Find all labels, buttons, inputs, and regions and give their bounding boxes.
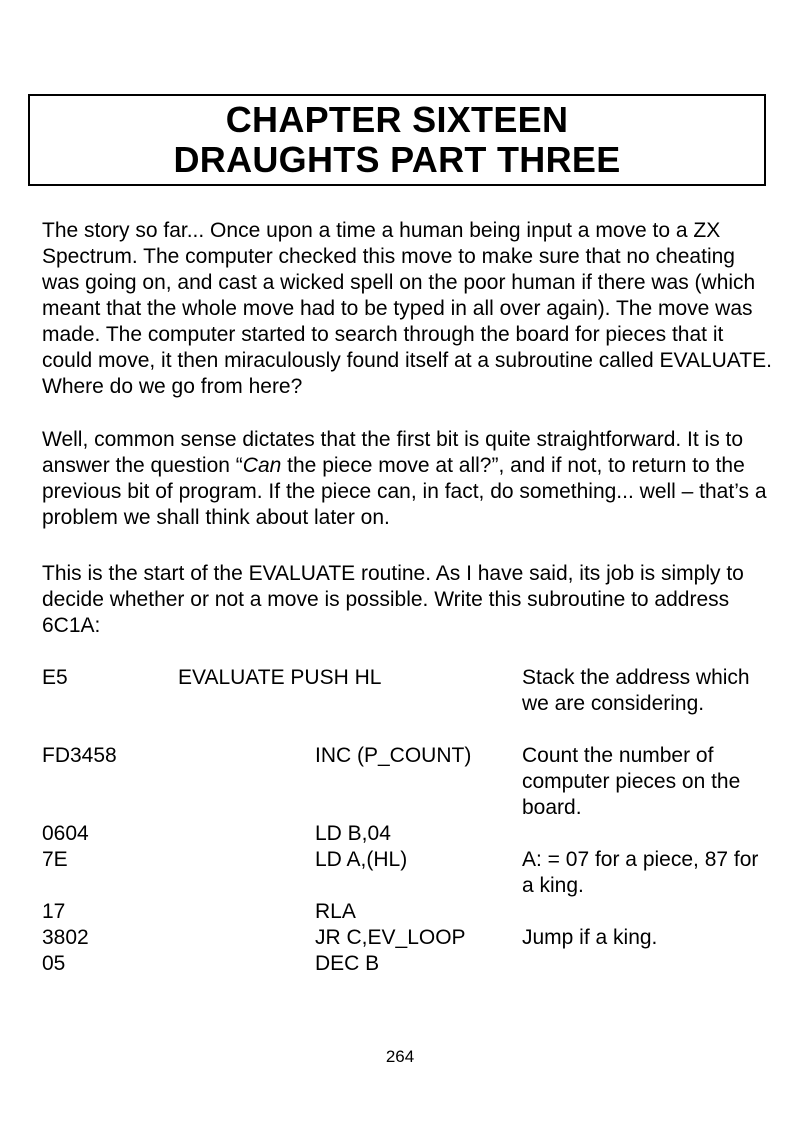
listing-hex: 3802 bbox=[42, 926, 89, 949]
listing-instruction: JR C,EV_LOOP bbox=[315, 926, 466, 949]
listing-hex: 17 bbox=[42, 900, 66, 923]
listing-instruction: DEC B bbox=[315, 952, 380, 975]
intro-paragraph: The story so far... Once upon a time a human being input a move to a ZX Spectrum. The computer checked this move to make sure that no cheating was going on, and cast a wicked spell on the poor human if there was (which meant that the whole move had to be typed in all over again). The move was made. The computer started to search through the board for pieces that it could move, it then miraculously found itself at a subroutine called EVALUATE. Where do we go from here? bbox=[42, 219, 772, 398]
listing-label: EVALUATE PUSH HL bbox=[178, 666, 382, 689]
listing-row bbox=[42, 665, 772, 743]
listing-row bbox=[42, 743, 772, 821]
listing-comment: Count the number of computer pieces on the board. bbox=[522, 744, 741, 819]
listing-hex: E5 bbox=[42, 666, 68, 689]
third-paragraph: This is the start of the EVALUATE routine. As I have said, its job is simply to decide whether or not a move is possible. Write this subroutine to address 6C1A: bbox=[42, 562, 744, 637]
listing-hex: 05 bbox=[42, 952, 66, 975]
listing-instruction: LD A,(HL) bbox=[315, 848, 408, 871]
listing-instruction: INC (P_COUNT) bbox=[315, 744, 472, 767]
listing-row bbox=[42, 951, 772, 977]
listing-row bbox=[42, 899, 772, 925]
chapter-title: CHAPTER SIXTEEN bbox=[225, 99, 569, 140]
chapter-heading-box bbox=[28, 94, 766, 186]
chapter-subtitle: DRAUGHTS PART THREE bbox=[173, 139, 621, 180]
listing-hex: FD3458 bbox=[42, 744, 117, 767]
listing-instruction: RLA bbox=[315, 900, 356, 923]
emphasis-can: Can bbox=[242, 454, 282, 477]
listing-hex: 7E bbox=[42, 848, 68, 871]
listing-row bbox=[42, 821, 772, 847]
listing-row bbox=[42, 925, 772, 951]
second-paragraph bbox=[42, 427, 772, 531]
page-number: 264 bbox=[385, 1047, 415, 1066]
second-paragraph-start: Well, common sense dictates that the first bit is quite straightforward. It is to answer the question “ bbox=[42, 428, 744, 477]
listing-comment: Jump if a king. bbox=[522, 926, 658, 949]
listing-instruction: LD B,04 bbox=[315, 822, 391, 845]
second-paragraph-end: the piece move at all?”, and if not, to return to the previous bit of program. If the piece can, in fact, do something... well – that’s a problem we shall think about later on. bbox=[42, 454, 767, 529]
listing-comment: Stack the address which we are considering. bbox=[522, 666, 750, 715]
listing-hex: 0604 bbox=[42, 822, 89, 845]
assembly-listing bbox=[42, 665, 772, 977]
listing-comment: A: = 07 for a piece, 87 for a king. bbox=[522, 848, 759, 897]
listing-row bbox=[42, 847, 772, 899]
